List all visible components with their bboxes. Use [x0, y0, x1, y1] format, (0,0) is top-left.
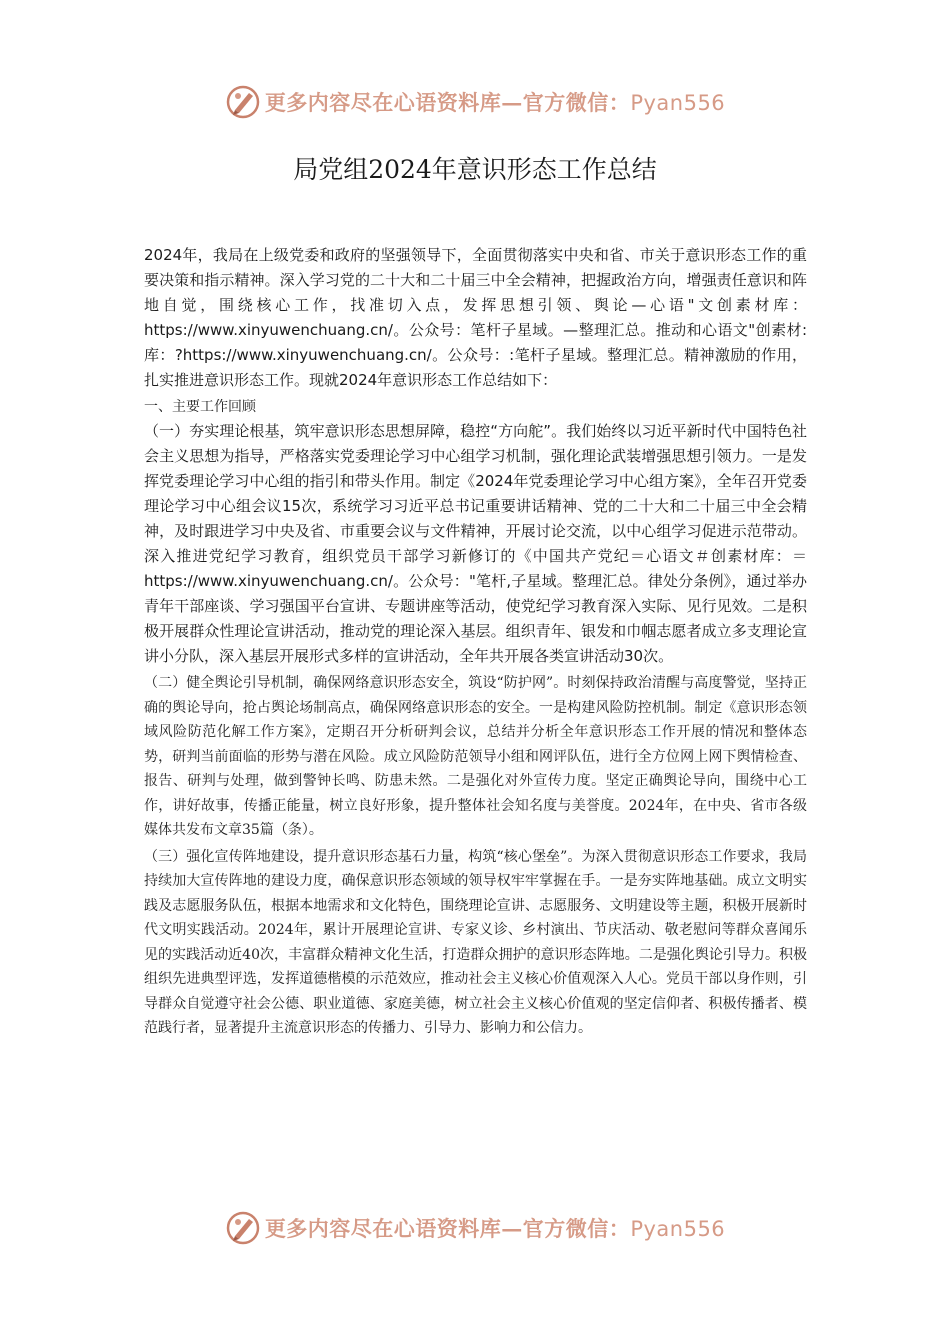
pen-logo-icon — [225, 84, 261, 120]
intro-paragraph: 2024年，我局在上级党委和政府的坚强领导下，全面贯彻落实中央和省、市关于意识形态工作的重要决策和指示精神。深入学习党的二十大和二十届三中全会精神，把握政治方向，增强责任意识和阵地自觉，围绕核心工作，找准切入点，发挥思想引领、舆论—心语"文创素材库：https://www.xinyuwenchuang.cn/。公众号：笔杆子星域。—整理汇总。推动和心语文"创素材:库：?https://www.xinyuwenchuang.cn/。公众号：:笔杆子星域。整理汇总。精神激励的作用，扎实推进意识形态工作。现就2024年意识形态工作总结如下： — [144, 246, 807, 389]
document-body — [144, 243, 807, 1041]
paragraph-public-opinion: （二）健全舆论引导机制，确保网络意识形态安全，筑设“防护网”。时刻保持政治清醒与高度警觉，坚持正确的舆论导向，抢占舆论场制高点，确保网络意识形态的安全。一是构建风险防控机制。制定《意识形态领域风险防范化解工作方案》，定期召开分析研判会议，总结并分析全年意识形态工作开展的情况和整体态势，研判当前面临的形势与潜在风险。成立风险防范领导小组和网评队伍，进行全方位网上网下舆情检查、报告、研判与处理，做到警钟长鸣、防患未然。二是强化对外宣传力度。坚定正确舆论导向，围绕中心工作，讲好故事，传播正能量，树立良好形象，提升整体社会知名度与美誉度。2024年，在中央、省市各级媒体共发布文章35篇（条）。 — [144, 675, 807, 838]
document-title: 局党组2024年意识形态工作总结 — [293, 155, 657, 184]
watermark-banner-bottom — [0, 1208, 950, 1248]
pen-logo-icon — [225, 1210, 261, 1246]
watermark-text: 更多内容尽在心语资料库—官方微信：Pyan556 — [264, 1216, 726, 1241]
watermark-text: 更多内容尽在心语资料库—官方微信：Pyan556 — [264, 90, 726, 115]
paragraph-propaganda-front: （三）强化宣传阵地建设，提升意识形态基石力量，构筑“核心堡垒”。为深入贯彻意识形态工作要求，我局持续加大宣传阵地的建设力度，确保意识形态领域的领导权牢牢掌握在手。一是夯实阵地基础。成立文明实践及志愿服务队伍，根据本地需求和文化特色，围绕理论宣讲、志愿服务、文明建设等主题，积极开展新时代文明实践活动。2024年，累计开展理论宣讲、专家义诊、乡村演出、节庆活动、敬老慰问等群众喜闻乐见的实践活动近40次，丰富群众精神文化生活，打造群众拥护的意识形态阵地。二是强化舆论引导力。积极组织先进典型评选，发挥道德楷模的示范效应，推动社会主义核心价值观深入人心。党员干部以身作则，引导群众自觉遵守社会公德、职业道德、家庭美德，树立社会主义核心价值观的坚定信仰者、积极传播者、模范践行者，显著提升主流意识形态的传播力、引导力、影响力和公信力。 — [144, 848, 807, 1036]
section-heading: 一、主要工作回顾 — [144, 399, 256, 415]
paragraph-theory: （一）夯实理论根基，筑牢意识形态思想屏障，稳控“方向舵”。我们始终以习近平新时代中国特色社会主义思想为指导，严格落实党委理论学习中心组学习机制，强化理论武装增强思想引领力。一是发挥党委理论学习中心组的指引和带头作用。制定《2024年党委理论学习中心组方案》，全年召开党委理论学习中心组会议15次，系统学习习近平总书记重要讲话精神、党的二十大和二十届三中全会精神，及时跟进学习中央及省、市重要会议与文件精神，开展讨论交流，以中心组学习促进示范带动。深入推进党纪学习教育，组织党员干部学习新修订的《中国共产党纪＝心语文＃创素材库：＝https://www.xinyuwenchuang.cn/。公众号："笔杆,子星域。整理汇总。律处分条例》，通过举办青年干部座谈、学习强国平台宣讲、专题讲座等活动，使党纪学习教育深入实际、见行见效。二是积极开展群众性理论宣讲活动，推动党的理论深入基层。组织青年、银发和巾帼志愿者成立多支理论宣讲小分队，深入基层开展形式多样的宣讲活动，全年共开展各类宣讲活动30次。 — [144, 422, 807, 665]
watermark-banner-top — [0, 82, 950, 122]
